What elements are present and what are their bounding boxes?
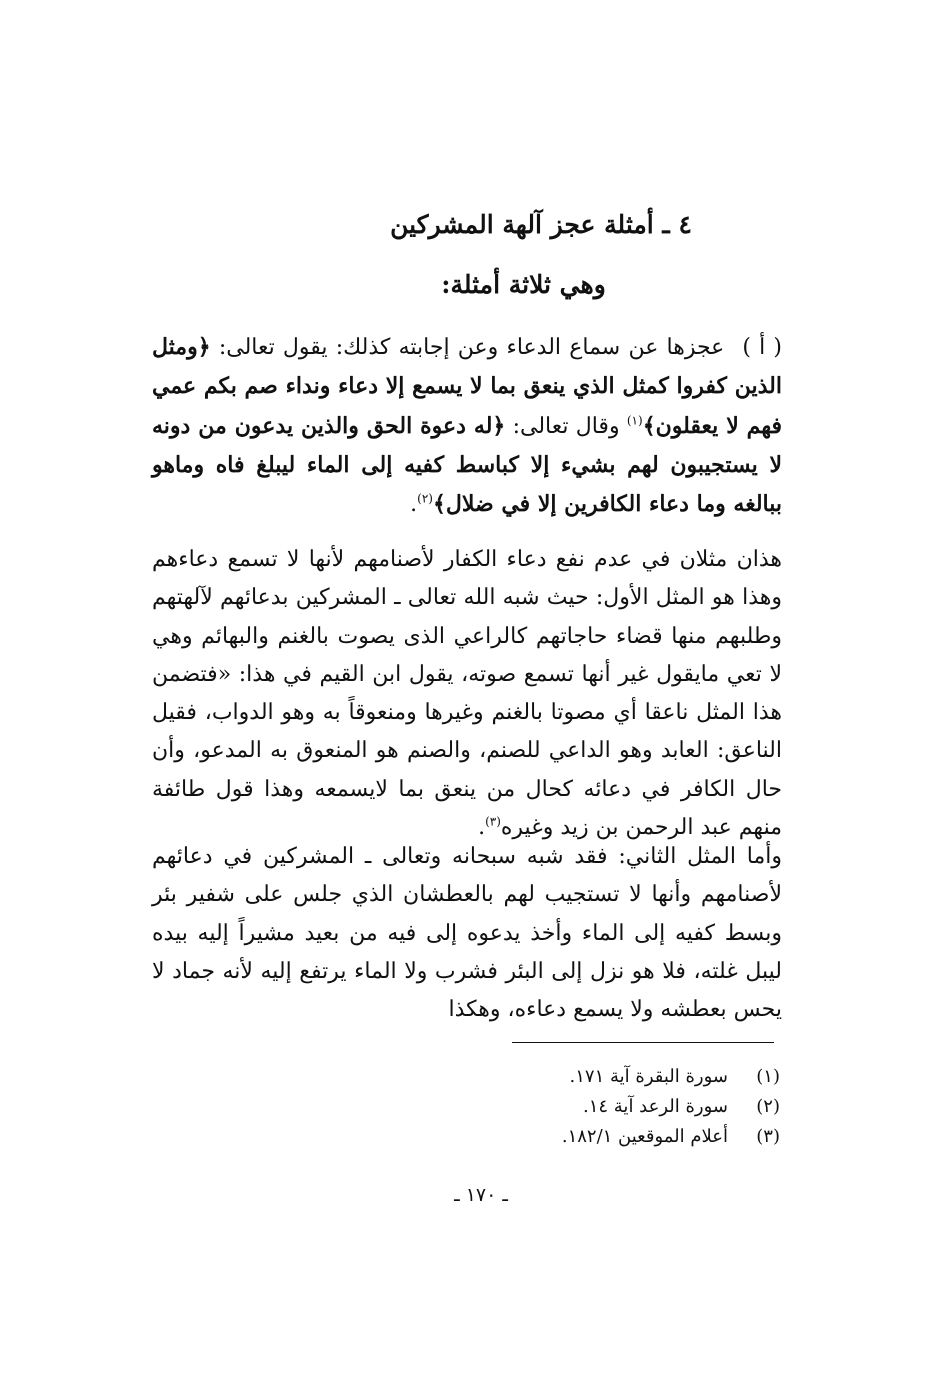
footnote-text: سورة الرعد آية ١٤. [582, 1096, 728, 1117]
paragraph-intro: عجزها عن سماع الدعاء وعن إجابته كذلك: يقول تعالى: [210, 335, 725, 360]
footnote-ref: (٢) [417, 491, 433, 506]
paragraph-text: . [410, 492, 418, 518]
footnote-number: (١) [756, 1066, 780, 1087]
footnote-item [460, 1092, 780, 1122]
paragraph-examples-quranic [152, 328, 782, 524]
footnote-item [460, 1062, 780, 1092]
quran-quote: ﴿ومثل الذين كفروا كمثل الذي ينعق بما لا يسمع إلا دعاء ونداء صم بكم عمي فهم لا يعقلون﴾ [152, 334, 782, 439]
footnote-text: سورة البقرة آية ١٧١. [569, 1066, 728, 1087]
paragraph-text: . [478, 815, 486, 841]
section-subtitle: وهي ثلاثة أمثلة: [441, 270, 606, 299]
section-title: ٤ ـ أمثلة عجز آلهة المشركين [390, 210, 692, 239]
footnote-text: أعلام الموقعين ١٨٢/١. [561, 1126, 728, 1147]
footnote-ref: (١) [626, 413, 643, 428]
item-label: ( أ ) [742, 335, 783, 360]
paragraph-text: هذان مثلان في عدم نفع دعاء الكفار لأصنامهم لأنها لا تسمع دعاءهم وهذا هو المثل الأول: حيث شبه الله تعالى ـ المشركين بدعائهم لآلهتهم وطلبهم منها قضاء حاجاتهم كالراعي الذى يصوت بالغنم والبهائم وهي لا تعي مايقول غير أنها تسمع صوته، يقول ابن القيم في هذا: «فتضمن هذا المثل ناعقا أي مصوتا بالغنم وغيرها ومنعوقاً به وهو الدواب، فقيل الناعق: العابد وهو الداعي للصنم، والصنم هو المنعوق به المدعو، وأن حال الكافر في دعائه كحال من ينعق بما لايسمعه وهذا قول طائفة منهم عبد الرحمن بن زيد وغيره [152, 547, 782, 841]
paragraph-text: وقال تعالى: [505, 413, 627, 439]
footnote-number: (٣) [756, 1126, 780, 1147]
page-number: ـ ١٧٠ ـ [454, 1184, 508, 1206]
paragraph-second-example [152, 838, 782, 1029]
footnote-divider [512, 1042, 774, 1043]
paragraph-first-example [152, 541, 782, 847]
quran-quote: ﴿له دعوة الحق والذين يدعون من دونه لا يستجيبون لهم بشيء إلا كباسط كفيه إلى الماء ليبلغ فاه وماهو ببالغه وما دعاء الكافرين إلا في ضلال﴾ [152, 412, 782, 518]
footnote-number: (٢) [756, 1096, 780, 1117]
paragraph-text: وأما المثل الثاني: فقد شبه سبحانه وتعالى ـ المشركين في دعائهم لأصنامهم وأنها لا تستجيب لهم بالعطشان الذي جلس على شفير بئر وبسط كفيه إلى الماء وأخذ يدعوه إلى فيه من بعيد مشيراً إليه بيده ليبل غلته، فلا هو نزل إلى البئر فشرب ولا الماء يرتفع إليه لأنه جماد لا يحس بعطشه ولا يسمع دعاءه، وهكذا [152, 844, 782, 1023]
footnotes-list [460, 1062, 780, 1152]
footnote-ref: (٣) [485, 814, 501, 829]
footnote-item [460, 1122, 780, 1152]
